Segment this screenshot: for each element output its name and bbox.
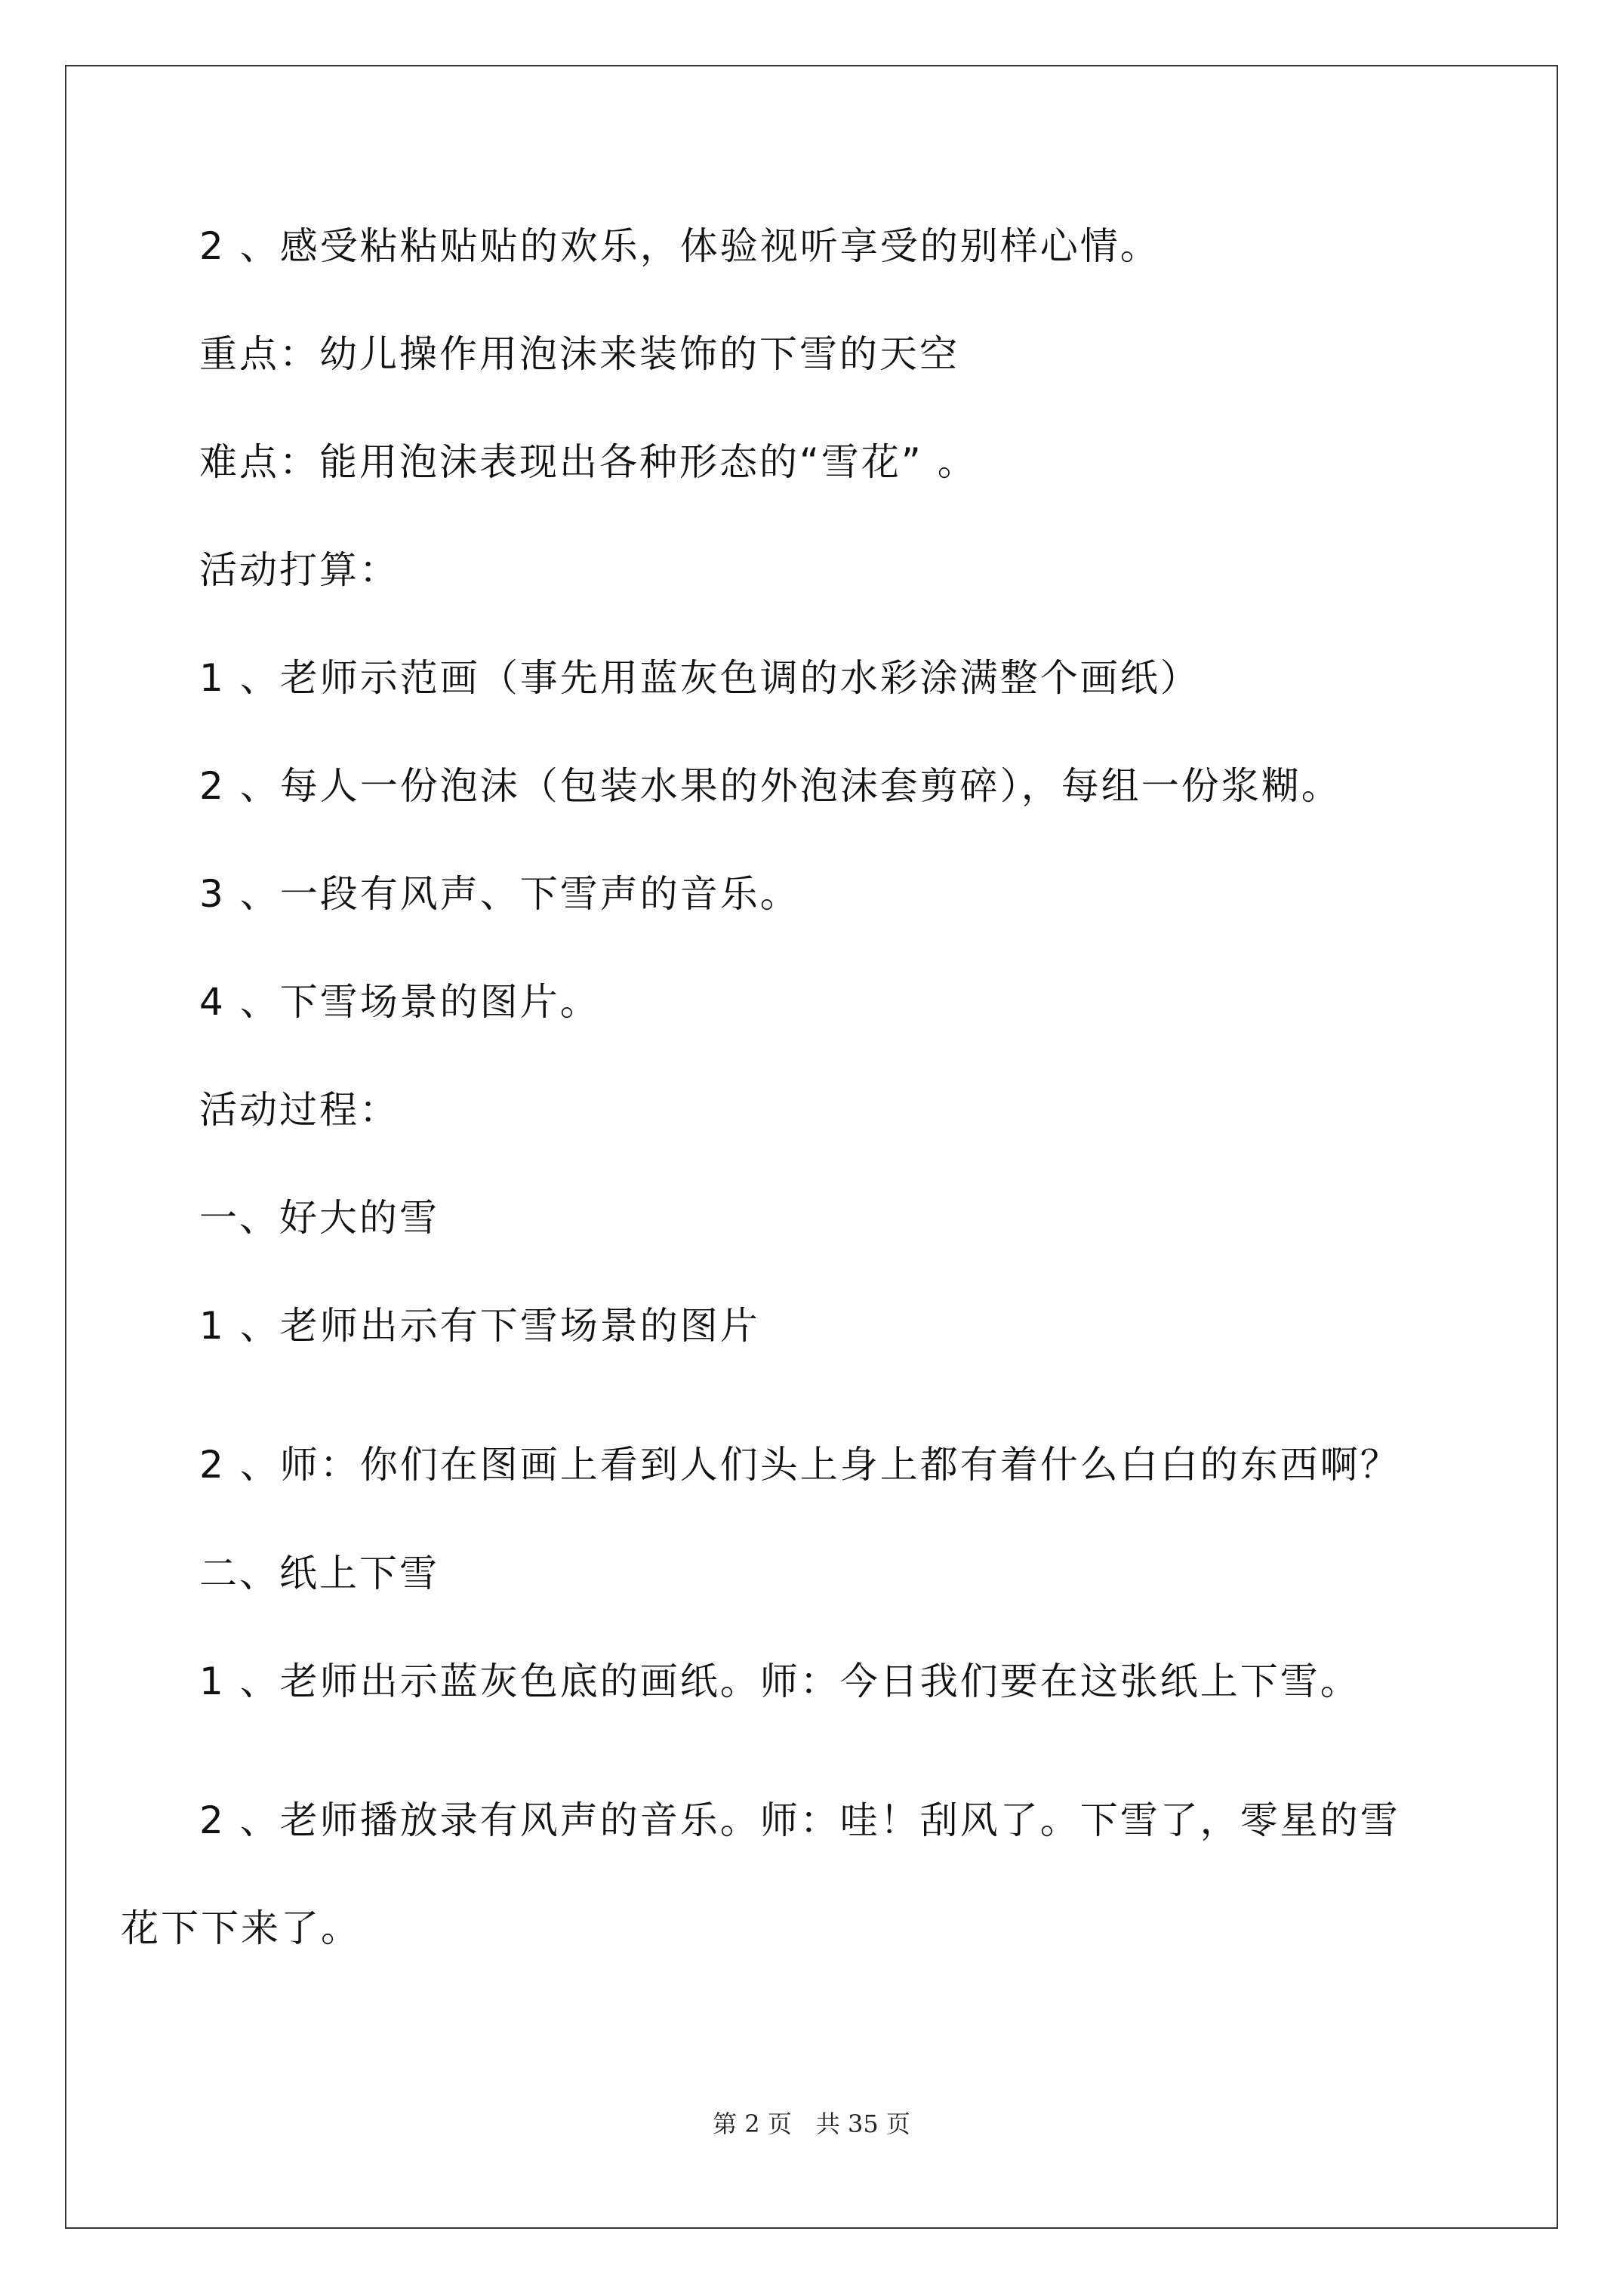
paragraph: 1 、老师出示有下雪场景的图片 xyxy=(199,1304,760,1348)
paragraph: 重点：幼儿操作用泡沫来装饰的下雪的天空 xyxy=(199,332,959,376)
paragraph: 1 、老师示范画（事先用蓝灰色调的水彩涂满整个画纸） xyxy=(199,656,1200,700)
paragraph: 活动过程： xyxy=(199,1088,399,1132)
paragraph: 活动打算： xyxy=(199,548,399,592)
paragraph: 1 、老师出示蓝灰色底的画纸。师：今日我们要在这张纸上下雪。 xyxy=(199,1660,1360,1703)
paragraph: 2 、感受粘粘贴贴的欢乐，体验视听享受的别样心情。 xyxy=(199,224,1160,268)
paragraph: 2 、师：你们在图画上看到人们头上身上都有着什么白白的东西啊？ xyxy=(199,1443,1400,1487)
paragraph: 一、好大的雪 xyxy=(199,1196,439,1240)
paragraph: 3 、一段有风声、下雪声的音乐。 xyxy=(199,872,800,916)
paragraph: 4 、下雪场景的图片。 xyxy=(199,980,600,1024)
document-body xyxy=(121,223,1437,2014)
page-footer: 第 2 页 共 35 页 xyxy=(713,2110,910,2138)
paragraph: 难点：能用泡沫表现出各种形态的“雪花” 。 xyxy=(199,440,978,484)
paragraph: 二、纸上下雪 xyxy=(199,1552,439,1595)
paragraph: 2 、老师播放录有风声的音乐。师：哇！刮风了。下雪了，零星的雪花下下来了。 xyxy=(121,1798,1400,1950)
paragraph: 2 、每人一份泡沫（包装水果的外泡沫套剪碎），每组一份浆糊。 xyxy=(199,764,1341,808)
